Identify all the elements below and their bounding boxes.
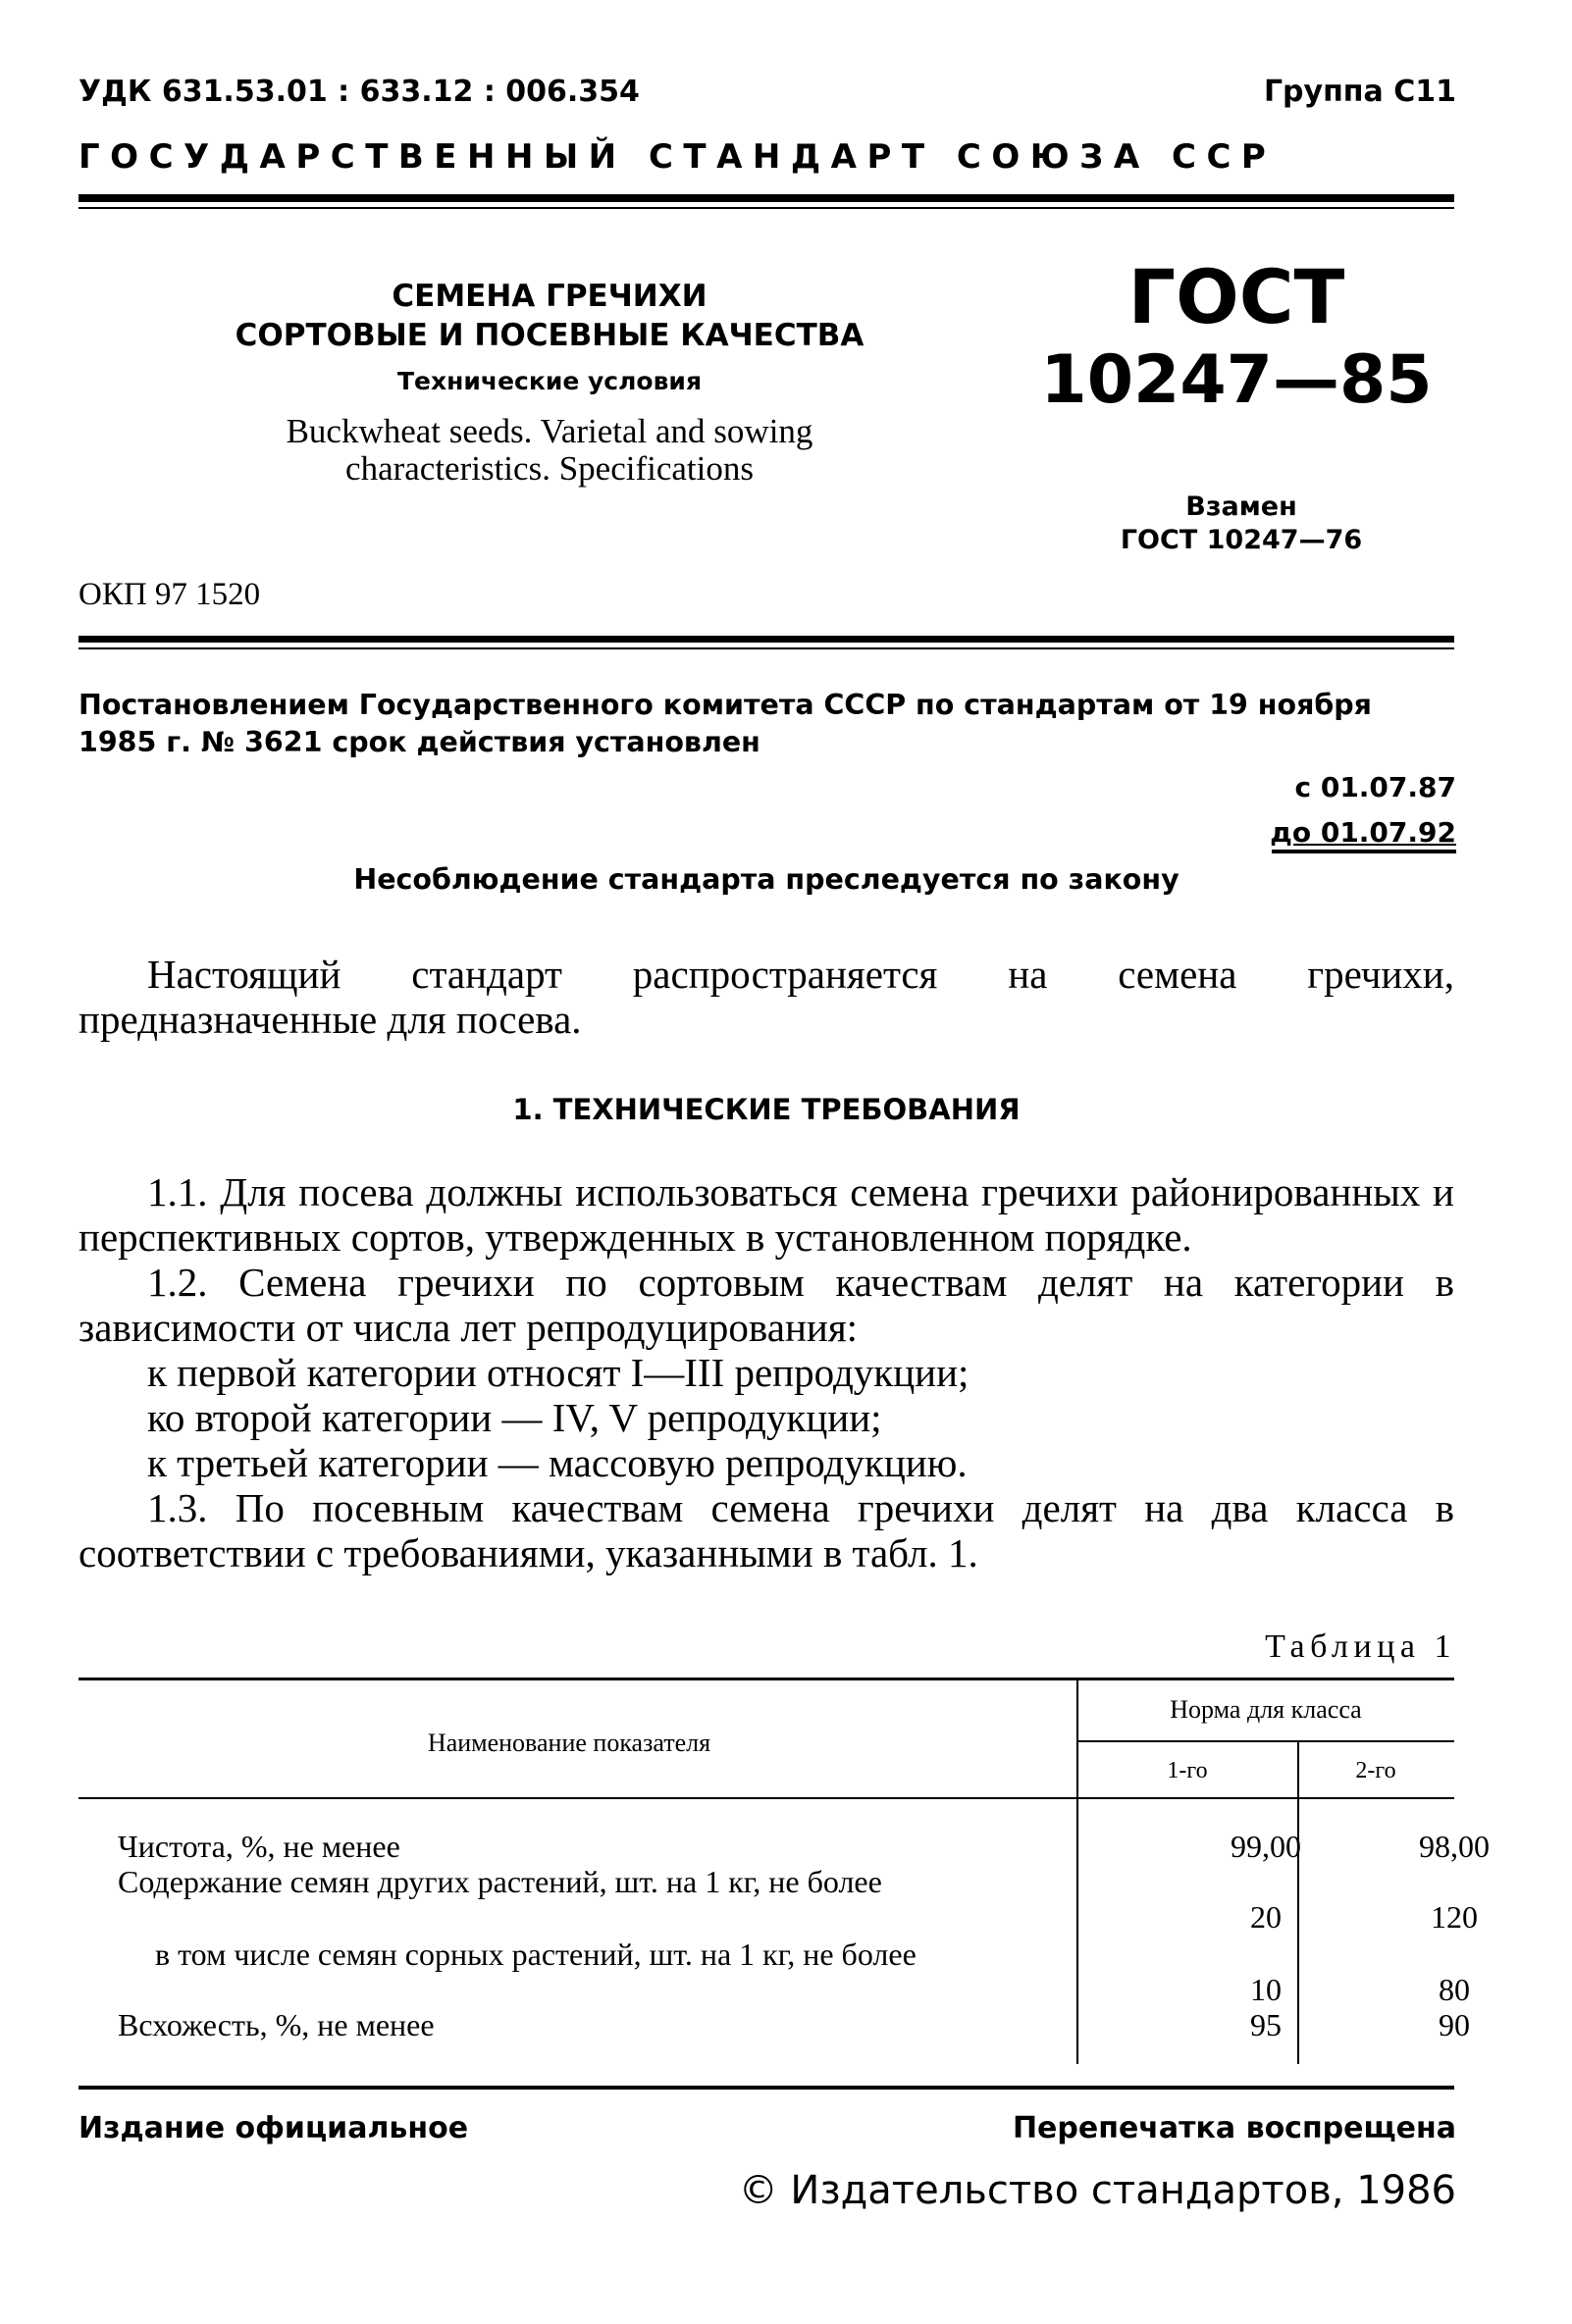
- table-header-norm: Норма для класса: [1170, 1695, 1362, 1724]
- dates-underline: [1272, 850, 1456, 853]
- table-cell-class-1: 95: [1250, 2007, 1282, 2042]
- table-cell-class-2: 80: [1439, 1972, 1470, 2007]
- table-header-name: Наименование показателя: [427, 1729, 711, 1757]
- gost-label: ГОСТ: [1127, 253, 1345, 340]
- table-cell-class-2: 120: [1431, 1899, 1478, 1935]
- validity-dates: [1270, 765, 1456, 855]
- clause-1-2: 1.2. Семена гречихи по сортовым качествам делят на категории в зависимости от числа лет репродуцирования:: [79, 1260, 1454, 1350]
- table-vrule-1: [1076, 1679, 1078, 2064]
- clause-1-1: 1.1. Для посева должны использоваться семена гречихи районированных и перспективных сортов, утвержденных в установленном порядке.: [79, 1169, 1454, 1260]
- table-cell-class-1: 10: [1250, 1972, 1282, 2007]
- table-cell-name: Содержание семян других растений, шт. на 1 кг, не более: [118, 1864, 882, 1899]
- replaces-label: Взамен: [1185, 491, 1297, 522]
- title-block: [216, 277, 883, 488]
- header-rule-thick: [79, 194, 1454, 202]
- table-top-rule: [79, 1678, 1454, 1680]
- valid-to: до 01.07.92: [1270, 816, 1456, 849]
- category-item: к первой категории относят I—III репродукции;: [147, 1350, 969, 1395]
- english-title-line-2: characteristics. Specifications: [345, 449, 754, 488]
- group-code: Группа С11: [1263, 75, 1456, 109]
- official-edition: Издание официальное: [79, 2111, 469, 2145]
- gost-number: 10247—85: [1040, 341, 1433, 419]
- requirements-text: [79, 1169, 1454, 1575]
- gost-block: [1040, 253, 1433, 420]
- intro-paragraph: Настоящий стандарт распространяется на семена гречихи, предназначенные для посева.: [79, 952, 1454, 1042]
- title-line-2: СОРТОВЫЕ И ПОСЕВНЫЕ КАЧЕСТВА: [235, 318, 865, 353]
- table-label: Таблица 1: [1265, 1628, 1456, 1665]
- table-cell-class-1: 99,00: [1231, 1829, 1301, 1864]
- reprint-prohibited: Перепечатка воспрещена: [1012, 2111, 1456, 2145]
- table-header-class-1: 1-го: [1167, 1758, 1208, 1783]
- table-header-class-2: 2-го: [1355, 1758, 1396, 1783]
- footer-rule: [79, 2086, 1454, 2090]
- table-cell-name: Чистота, %, не менее: [118, 1829, 400, 1864]
- category-item: к третьей категории — массовую репродукцию.: [147, 1440, 968, 1485]
- valid-from: с 01.07.87: [1294, 771, 1456, 803]
- subtitle: Технические условия: [397, 367, 702, 395]
- table-header-rule: [79, 1797, 1454, 1799]
- table-cell-class-2: 90: [1439, 2007, 1470, 2042]
- state-standard-heading: ГОСУДАРСТВЕННЫЙ СТАНДАРТ СОЮЗА ССР: [79, 137, 1277, 177]
- udk-code: УДК 631.53.01 : 633.12 : 006.354: [79, 75, 640, 109]
- divider-rule-thin: [79, 647, 1454, 649]
- table-cell-name: в том числе семян сорных растений, шт. на 1 кг, не более: [155, 1937, 917, 1972]
- replaces-block: [1079, 491, 1403, 557]
- table-cell-class-1: 20: [1250, 1899, 1282, 1935]
- clause-1-3: 1.3. По посевным качествам семена гречихи делят на два класса в соответствии с требованиями, указанными в табл. 1.: [79, 1485, 1454, 1575]
- title-line-1: СЕМЕНА ГРЕЧИХИ: [392, 279, 707, 314]
- category-item: ко второй категории — IV, V репродукции;: [147, 1395, 882, 1440]
- table-subheader-rule: [1077, 1740, 1454, 1742]
- table-cell-class-2: 98,00: [1419, 1829, 1490, 1864]
- okp-code: ОКП 97 1520: [79, 577, 261, 612]
- legal-notice: Несоблюдение стандарта преследуется по закону: [353, 863, 1179, 896]
- section-title: 1. ТЕХНИЧЕСКИЕ ТРЕБОВАНИЯ: [512, 1093, 1021, 1126]
- divider-rule-thick: [79, 636, 1454, 643]
- decree-text: Постановлением Государственного комитета СССР по стандартам от 19 ноября 1985 г. № 3621 срок действия установлен: [79, 689, 1372, 758]
- table-cell-name: Всхожесть, %, не менее: [118, 2007, 435, 2042]
- header-rule-thin: [79, 207, 1454, 209]
- english-title-line-1: Buckwheat seeds. Varietal and sowing: [286, 412, 813, 450]
- publisher-copyright: © Издательство стандартов, 1986: [738, 2168, 1456, 2213]
- replaces-reference: ГОСТ 10247—76: [1120, 525, 1363, 555]
